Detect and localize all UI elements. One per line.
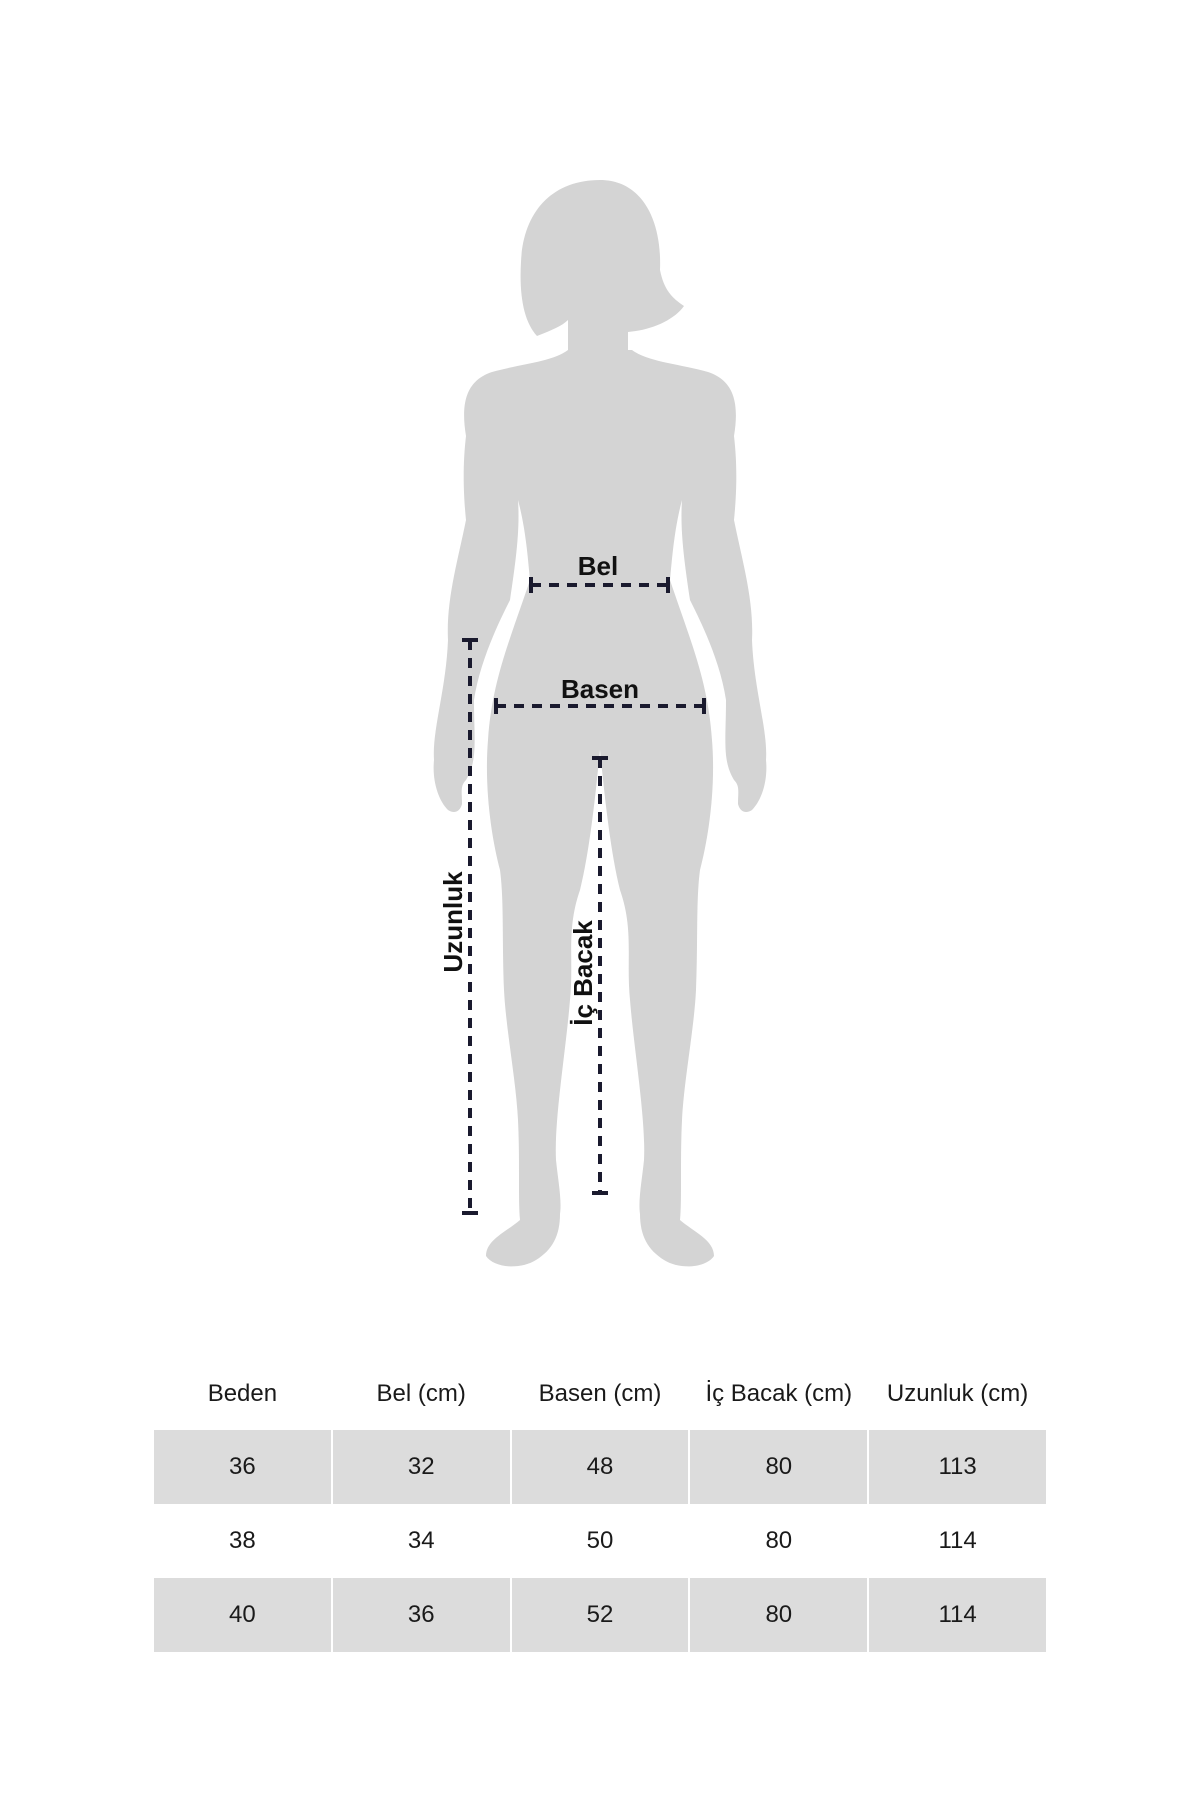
table-cell: 50	[586, 1527, 614, 1554]
header-beden: Beden	[207, 1380, 278, 1407]
table-cell: 40	[154, 1578, 331, 1652]
table-cell: 38	[229, 1527, 256, 1554]
table-cell: 80	[690, 1430, 867, 1504]
table-cell: 36	[154, 1430, 331, 1504]
header-bel: Bel (cm)	[376, 1380, 466, 1407]
table-cell: 80	[690, 1578, 867, 1652]
table-header-row	[154, 1358, 1046, 1430]
ic-bacak-label: İç Bacak	[568, 920, 598, 1026]
table-cell: 32	[333, 1430, 510, 1504]
head-shape	[521, 180, 684, 352]
table-cell: 36	[333, 1578, 510, 1652]
table-row	[154, 1578, 1046, 1652]
basen-label: Basen	[560, 674, 640, 704]
size-chart-table	[152, 1358, 1048, 1652]
table-cell: 113	[869, 1430, 1046, 1504]
table-cell: 114	[869, 1578, 1046, 1652]
bel-label: Bel	[577, 551, 619, 581]
header-basen: Basen (cm)	[538, 1380, 662, 1407]
table-cell: 80	[765, 1527, 793, 1554]
table-row	[154, 1430, 1046, 1504]
header-uzunluk: Uzunluk (cm)	[886, 1380, 1029, 1407]
uzunluk-label: Uzunluk	[438, 871, 468, 973]
header-ic-bacak: İç Bacak (cm)	[705, 1380, 853, 1407]
table-row	[154, 1504, 1046, 1578]
table-cell: 48	[512, 1430, 689, 1504]
table-cell: 34	[407, 1527, 435, 1554]
torso-shape	[434, 350, 767, 1266]
table-cell: 114	[938, 1527, 977, 1554]
table-cell: 52	[512, 1578, 689, 1652]
